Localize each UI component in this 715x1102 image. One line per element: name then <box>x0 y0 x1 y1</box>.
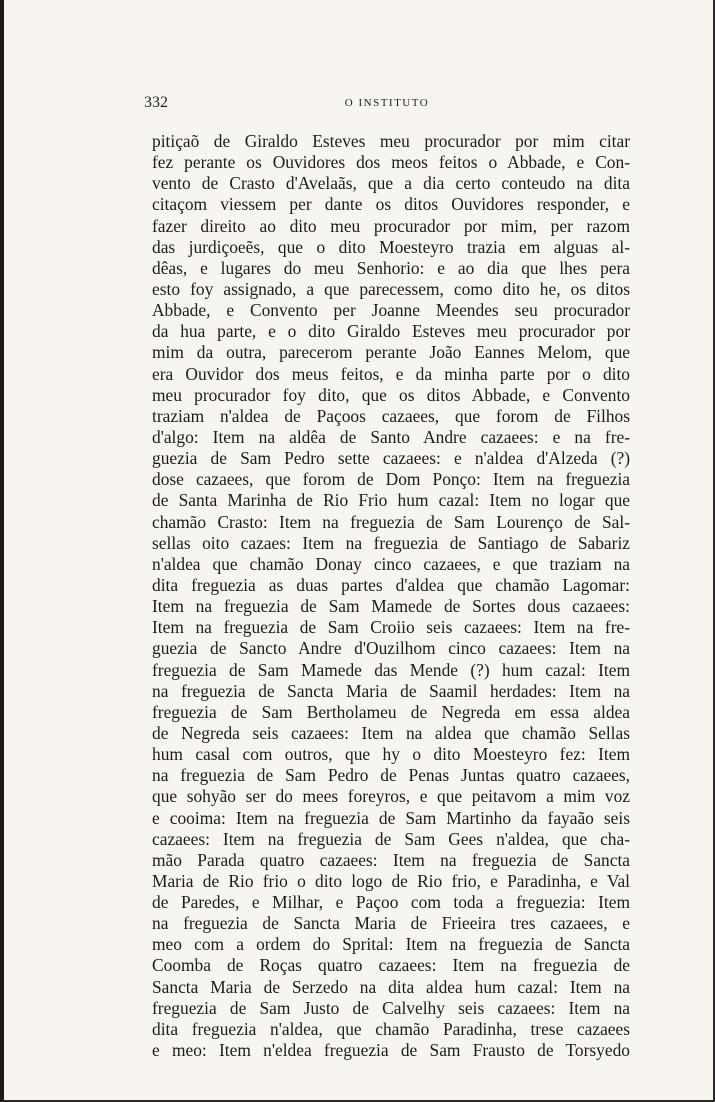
text-line: na freguezia de Sancta Maria de Frieeira tres cazaees, e <box>152 913 630 934</box>
text-line: de Paredes, e Milhar, e Paçoo com toda a freguezia: Item <box>152 892 630 913</box>
text-line: chamão Crasto: Item na freguezia de Sam Lourenço de Sal- <box>152 511 630 532</box>
text-line: e cooima: Item na freguezia de Sam Martinho da fayaão seis <box>152 807 630 828</box>
text-line: Item na freguezia de Sam Mamede de Sortes dous cazaees: <box>152 596 630 617</box>
page-header <box>144 94 630 114</box>
text-line: Abbade, e Convento per Joanne Meendes seu procurador <box>152 300 630 321</box>
text-line: n'aldea que chamão Donay cinco cazaees, e que traziam na <box>152 553 630 574</box>
text-line: pitiçaõ de Giraldo Esteves meu procurador por mim citar <box>152 131 630 151</box>
text-line: vento de Crasto d'Avelaãs, que a dia certo conteudo na dita <box>152 173 630 194</box>
text-line: de Santa Marinha de Rio Frio hum cazal: Item no logar que <box>152 490 630 511</box>
text-line: Item na freguezia de Sam Croiio seis cazaees: Item na fre- <box>152 617 630 638</box>
text-line: dita freguezia n'aldea, que chamão Paradinha, trese cazaees <box>152 1018 630 1039</box>
text-line: d'algo: Item na aldêa de Santo Andre cazaees: e na fre- <box>152 426 630 447</box>
body-text <box>152 131 630 1061</box>
text-line: freguezia de Sam Bertholameu de Negreda em essa aldea <box>152 701 630 722</box>
text-line: hum casal com outros, que hy o dito Moesteyro fez: Item <box>152 744 630 765</box>
text-line: traziam n'aldea de Paçoos cazaees, que forom de Filhos <box>152 405 630 426</box>
text-line: era Ouvidor dos meus feitos, e da minha parte por o dito <box>152 363 630 384</box>
text-line: na freguezia de Sam Pedro de Penas Juntas quatro cazaees, <box>152 765 630 786</box>
text-line: dêas, e lugares do meu Senhorio: e ao dia que lhes pera <box>152 257 630 278</box>
text-line: das jurdiçoeẽs, que o dito Moesteyro trazia em alguas al- <box>152 236 630 257</box>
running-head: O INSTITUTO <box>344 97 430 109</box>
text-line: fez perante os Ouvidores dos meos feitos o Abbade, e Con- <box>152 152 630 173</box>
text-line: freguezia de Sam Mamede das Mende (?) hum cazal: Item <box>152 659 630 680</box>
text-line: na freguezia de Sancta Maria de Saamil herdades: Item na <box>152 680 630 701</box>
text-line: cazaees: Item na freguezia de Sam Gees n'aldea, que cha- <box>152 828 630 849</box>
text-line: de Negreda seis cazaees: Item na aldea que chamão Sellas <box>152 722 630 743</box>
text-line: citaçom viessem per dante os ditos Ouvidores responder, e <box>152 194 630 215</box>
text-line: guezia de Sam Pedro sette cazaees: e n'aldea d'Alzeda (?) <box>152 448 630 469</box>
text-line: Maria de Rio frio o dito logo de Rio frio, e Paradinha, e Val <box>152 870 630 891</box>
text-line: dose cazaees, que forom de Dom Ponço: Item na freguezia <box>152 469 630 490</box>
text-line: guezia de Sancto Andre d'Ouzilhom cinco cazaees: Item na <box>152 638 630 659</box>
text-line: sellas oito cazaes: Item na freguezia de Santiago de Sabariz <box>152 532 630 553</box>
page-number: 332 <box>144 94 168 111</box>
text-line: freguezia de Sam Justo de Calvelhy seis cazaees: Item na <box>152 997 630 1018</box>
text-line: da hua parte, e o dito Giraldo Esteves meu procurador por <box>152 321 630 342</box>
text-line: esto foy assignado, a que parecessem, como dito he, os ditos <box>152 278 630 299</box>
text-line: Sancta Maria de Serzedo na dita aldea hum cazal: Item na <box>152 976 630 997</box>
text-line: mão Parada quatro cazaees: Item na freguezia de Sancta <box>152 849 630 870</box>
text-line: Coomba de Roças quatro cazaees: Item na freguezia de <box>152 955 630 976</box>
text-line: e meo: Item n'eldea freguezia de Sam Frausto de Torsyedo <box>152 1040 630 1061</box>
text-line: meo com a ordem do Sprital: Item na freguezia de Sancta <box>152 934 630 955</box>
text-line: meu procurador foy dito, que os ditos Abbade, e Convento <box>152 384 630 405</box>
text-line: que sohyão ser do mees foreyros, e que peitavom a mim voz <box>152 786 630 807</box>
text-line: mim da outra, parecerom perante João Eannes Melom, que <box>152 342 630 363</box>
text-line: fazer direito ao dito meu procurador por mim, per razom <box>152 215 630 236</box>
text-line: dita freguezia as duas partes d'aldea que chamão Lagomar: <box>152 574 630 595</box>
